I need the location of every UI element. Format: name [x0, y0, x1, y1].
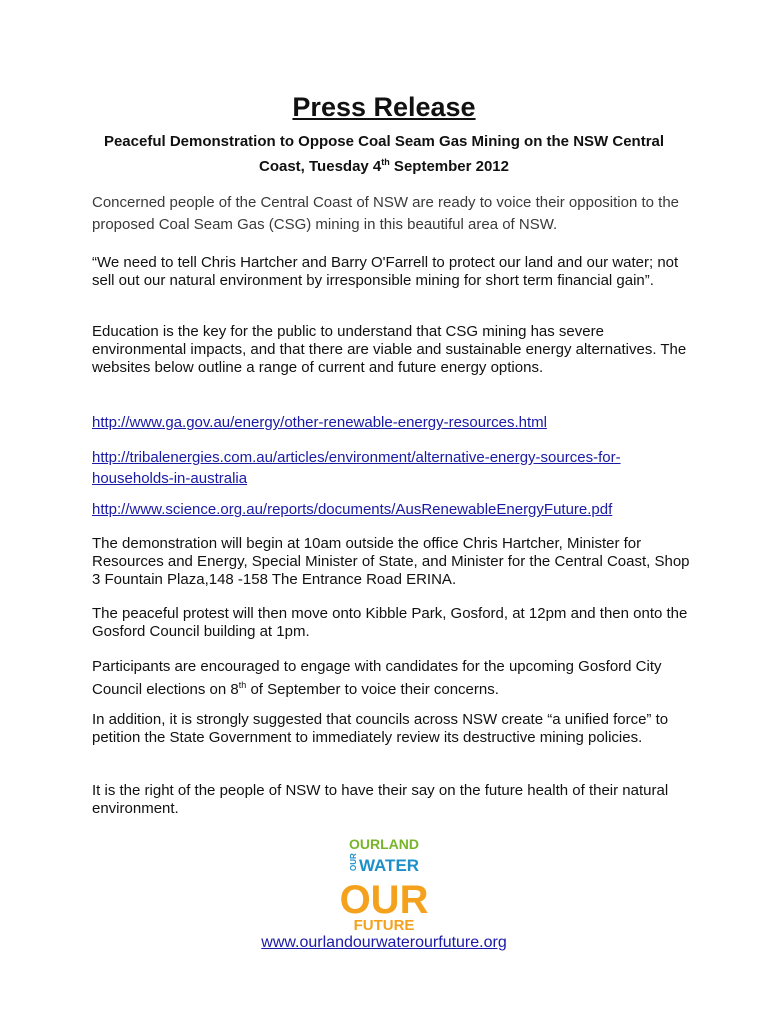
subtitle-line-2-pre: Coast, Tuesday 4: [259, 158, 382, 175]
participants-pre: Participants are encouraged to engage with candidates for the upcoming Gosford City Council elections on 8: [92, 658, 662, 698]
link-ga-text[interactable]: http://www.ga.gov.au/energy/other-renewable-energy-resources.html: [92, 414, 547, 431]
participants-paragraph: [92, 658, 692, 699]
link-tribal-text[interactable]: http://tribalenergies.com.au/articles/environment/alternative-energy-sources-for-households-in-australia: [92, 449, 621, 487]
right-paragraph: It is the right of the people of NSW to have their say on the future health of their natural environment.: [92, 782, 669, 817]
logo-line-our: OUR: [339, 878, 429, 922]
our-land-our-water-our-future-logo: [339, 833, 429, 934]
participants-post: of September to voice their concerns.: [246, 681, 499, 698]
link-ga[interactable]: [92, 414, 692, 432]
link-science-text[interactable]: http://www.science.org.au/reports/documents/AusRenewableEnergyFuture.pdf: [92, 501, 613, 518]
quote-paragraph: “We need to tell Chris Hartcher and Barry O'Farrell to protect our land and our water; not sell out our natural environment by irresponsible mining for short term financial gain”.: [92, 254, 679, 289]
subtitle-superscript: th: [381, 157, 390, 167]
logo-side-our: OUR: [349, 853, 358, 871]
link-tribal[interactable]: [92, 447, 692, 489]
protest-paragraph: The peaceful protest will then move onto Kibble Park, Gosford, at 12pm and then onto the Gosford Council building at 1pm.: [92, 605, 688, 640]
participants-superscript: th: [238, 680, 247, 690]
addition-paragraph: In addition, it is strongly suggested that councils across NSW create “a unified force” to petition the State Government to immediately review its destructive mining policies.: [92, 711, 669, 746]
logo-line-ourland: OURLAND: [349, 836, 419, 852]
link-science[interactable]: [92, 501, 692, 519]
education-paragraph: Education is the key for the public to understand that CSG mining has severe environmental impacts, and that there are viable and sustainable energy alternatives. The websites below outline a range of current and future energy options.: [92, 323, 687, 376]
subtitle: [80, 131, 688, 177]
demonstration-paragraph: The demonstration will begin at 10am outside the office Chris Hartcher, Minister for Resources and Energy, Special Minister of State, and Minister for the Central Coast, Shop 3 Fountain Plaza,148 -158 The Entrance Road ERINA.: [92, 535, 690, 588]
website-link[interactable]: www.ourlandourwaterourfuture.org: [261, 934, 507, 951]
logo-line-water: WATER: [358, 856, 420, 875]
logo-line-future: FUTURE: [353, 917, 415, 934]
subtitle-line-1: Peaceful Demonstration to Oppose Coal Seam Gas Mining on the NSW Central: [103, 133, 665, 150]
intro-paragraph: Concerned people of the Central Coast of NSW are ready to voice their opposition to the proposed Coal Seam Gas (CSG) mining in this beautiful area of NSW.: [92, 194, 679, 233]
subtitle-line-2-post: September 2012: [389, 158, 509, 175]
page-title: Press Release: [292, 92, 476, 122]
